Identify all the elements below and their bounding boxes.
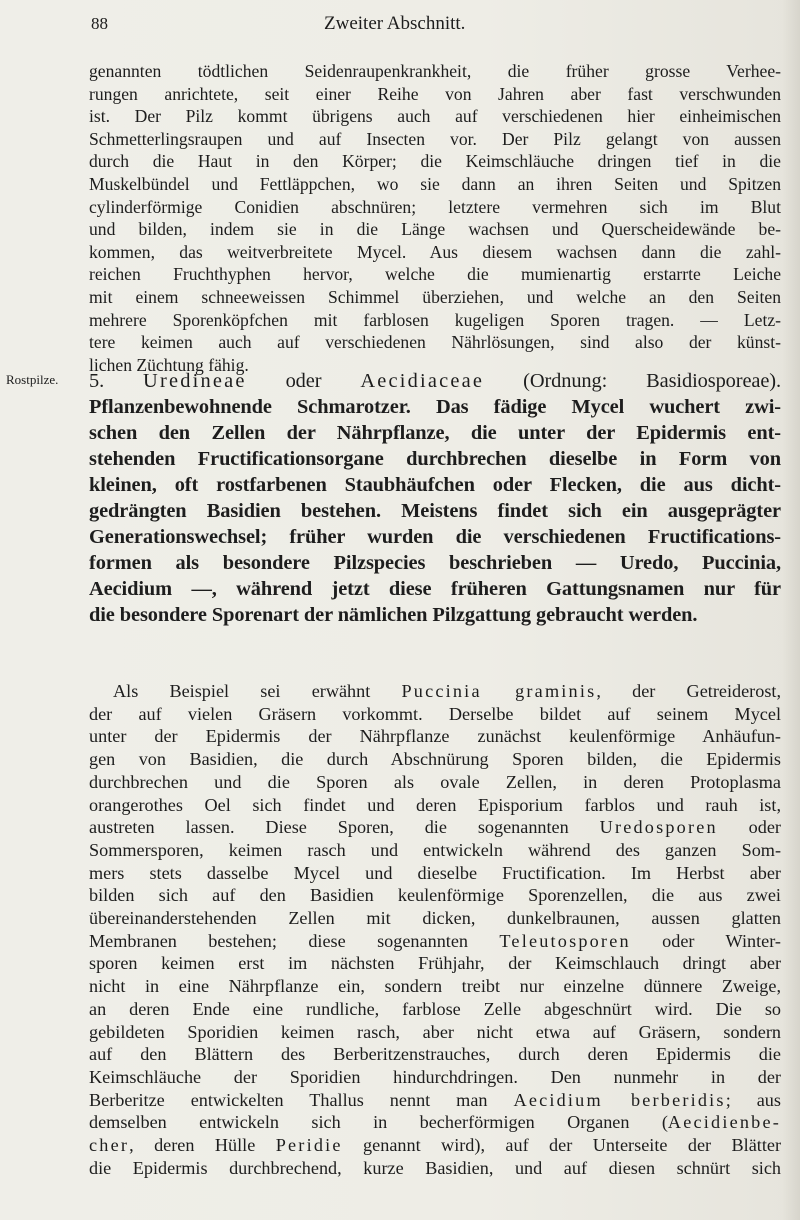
text-segment: bilden sich auf den Basidien keulenförmige Sporenzellen, die aus zwei bbox=[89, 885, 781, 906]
text-line bbox=[89, 907, 781, 930]
text-line bbox=[89, 1021, 781, 1044]
text-segment: Sommersporen, keimen rasch und entwickeln während des ganzen Som- bbox=[89, 839, 781, 860]
page-edge-shadow bbox=[782, 0, 800, 1220]
text-line: mehrere Sporenköpfchen mit farblosen kugeligen Sporen tragen. — Letz- bbox=[89, 309, 781, 330]
text-segment: Membranen bestehen; diese sogenannten bbox=[89, 930, 500, 951]
text-line bbox=[89, 1043, 781, 1066]
text-segment: mers stets dasselbe Mycel und dieselbe Fructification. Im Herbst aber bbox=[89, 862, 781, 883]
margin-note: Rostpilze. bbox=[6, 372, 59, 387]
text-line bbox=[89, 952, 781, 975]
text-segment: , der Getreiderost, bbox=[596, 681, 781, 701]
text-line: lichen Züchtung fähig. bbox=[89, 354, 249, 375]
text-segment: gebildeten Sporidien keimen rasch, aber nicht etwa auf Gräsern, sondern bbox=[89, 1021, 781, 1042]
text-line bbox=[89, 998, 781, 1021]
page-number: 88 bbox=[91, 14, 108, 33]
running-header: Zweiter Abschnitt. bbox=[324, 13, 466, 34]
text-line: cylinderförmige Conidien abschnüren; letztere vermehren sich im Blut bbox=[89, 196, 781, 217]
text-line: stehenden Fructificationsorgane durchbrechen dieselbe in Form von bbox=[89, 448, 781, 470]
text-segment: auf den Blättern des Berberitzenstrauches, durch deren Epidermis die bbox=[89, 1044, 781, 1065]
text-line bbox=[89, 1089, 781, 1112]
text-line bbox=[89, 862, 781, 885]
text-line bbox=[89, 930, 781, 953]
text-line bbox=[89, 1157, 781, 1180]
text-segment: die Epidermis durchbrechend, kurze Basidien, und auf diesen schnürt sich bbox=[89, 1157, 781, 1178]
text-line bbox=[89, 975, 781, 998]
section-name-uredineae: Uredineae bbox=[143, 370, 247, 392]
text-line bbox=[89, 771, 781, 794]
paragraph-2 bbox=[89, 368, 781, 628]
text-line: Pflanzenbewohnende Schmarotzer. Das fädige Mycel wuchert zwi- bbox=[89, 396, 781, 418]
text-line: schen den Zellen der Nährpflanze, die unter der Epidermis ent- bbox=[89, 422, 781, 444]
text-line bbox=[89, 748, 781, 771]
text-line bbox=[89, 1066, 781, 1089]
text-line: durch die Haut in den Körper; die Keimschläuche dringen tief in die bbox=[89, 151, 781, 172]
text-line: rungen anrichtete, seit einer Reihe von Jahren aber fast verschwunden bbox=[89, 83, 781, 104]
text-segment: an deren Ende eine rundliche, farblose Zelle abgeschnürt wird. Die so bbox=[89, 998, 781, 1019]
text-line: Aecidium —, während jetzt diese früheren Gattungsnamen nur für bbox=[89, 578, 781, 600]
section-number: 5. bbox=[89, 370, 105, 392]
emphasized-term: Aecidienbe- bbox=[667, 1112, 781, 1133]
text-line: und bilden, indem sie in die Länge wachsen und Querscheidewände be- bbox=[89, 219, 781, 240]
emphasized-term: Aecidium berberidis bbox=[513, 1089, 726, 1110]
text-line: Schmetterlingsraupen und auf Insecten vor. Der Pilz gelangt von aussen bbox=[89, 128, 781, 149]
text-line: reichen Fruchthyphen hervor, welche die mumienartig erstarrte Leiche bbox=[89, 264, 781, 285]
emphasized-term: Peridie bbox=[275, 1135, 343, 1156]
text-line: mit einem schneeweissen Schimmel überziehen, und welche an den Seiten bbox=[89, 286, 781, 307]
text-line bbox=[89, 1111, 781, 1134]
text-line bbox=[89, 816, 781, 839]
section-name-aecidiaceae: Aecidiaceae bbox=[360, 370, 485, 392]
text-segment: nicht in eine Nährpflanze ein, sondern treibt nur einzelne dünnere Zweige, bbox=[89, 976, 781, 997]
text-line bbox=[89, 794, 781, 817]
text-segment: orangerothes Oel sich findet und deren Episporium farblos und rauh ist, bbox=[89, 794, 781, 815]
text-segment: genannt wird), auf der Unterseite der Blätter bbox=[342, 1135, 781, 1156]
text-line bbox=[89, 725, 781, 748]
text-line: ist. Der Pilz kommt übrigens auch auf verschiedenen hier einheimischen bbox=[89, 106, 781, 127]
emphasized-term: Uredosporen bbox=[599, 817, 718, 838]
text-segment: oder Winter- bbox=[630, 930, 781, 951]
text-segment: sporen keimen erst im nächsten Frühjahr, der Keimschlauch dringt aber bbox=[89, 953, 781, 974]
text-segment: austreten lassen. Diese Sporen, die sogenannten bbox=[89, 817, 600, 838]
text-segment: , deren Hülle bbox=[129, 1135, 276, 1156]
emphasized-term: Teleutosporen bbox=[499, 930, 631, 951]
text-line bbox=[89, 1134, 781, 1157]
text-segment: übereinanderstehenden Zellen mit dicken, dunkelbraunen, aussen glatten bbox=[89, 908, 781, 929]
section-order: (Ordnung: Basidiosporeae). bbox=[523, 370, 781, 392]
text-line: kleinen, oft rostfarbenen Staubhäufchen oder Flecken, die aus dicht- bbox=[89, 474, 781, 496]
section-heading bbox=[89, 368, 781, 394]
text-line: gedrängten Basidien bestehen. Meistens findet sich ein ausgeprägter bbox=[89, 500, 781, 522]
text-segment: Keimschläuche der Sporidien hindurchdringen. Den nunmehr in der bbox=[89, 1066, 781, 1087]
paragraph-1 bbox=[89, 60, 781, 376]
text-line: kommen, das weitverbreitete Mycel. Aus diesem wachsen dann die zahl- bbox=[89, 241, 781, 262]
text-segment: oder bbox=[717, 817, 781, 838]
text-line: formen als besondere Pilzspecies beschrieben — Uredo, Puccinia, bbox=[89, 552, 781, 574]
text-line: tere keimen auch auf verschiedenen Nährlösungen, sind also der künst- bbox=[89, 332, 781, 353]
emphasized-term: Puccinia graminis bbox=[401, 681, 597, 701]
text-line bbox=[89, 884, 781, 907]
text-segment: durchbrechen und die Sporen als ovale Zellen, in deren Protoplasma bbox=[89, 771, 781, 792]
section-connector: oder bbox=[285, 370, 322, 392]
text-line bbox=[89, 680, 781, 703]
text-line: Generationswechsel; früher wurden die verschiedenen Fructifications- bbox=[89, 526, 781, 548]
text-segment: gen von Basidien, die durch Abschnürung Sporen bilden, die Epidermis bbox=[89, 749, 781, 770]
text-line: die besondere Sporenart der nämlichen Pilzgattung gebraucht werden. bbox=[89, 604, 698, 626]
paragraph-3 bbox=[89, 680, 781, 1179]
text-segment: Berberitze entwickelten Thallus nennt man bbox=[89, 1089, 514, 1110]
text-line: genannten tödtlichen Seidenraupenkrankheit, die früher grosse Verhee- bbox=[89, 61, 781, 81]
text-line bbox=[89, 839, 781, 862]
text-segment: Als Beispiel sei erwähnt bbox=[113, 681, 402, 701]
emphasized-term: cher bbox=[89, 1135, 130, 1156]
text-segment: ; aus bbox=[725, 1089, 781, 1110]
text-segment: der auf vielen Gräsern vorkommt. Derselbe bildet auf seinem Mycel bbox=[89, 703, 781, 724]
text-line: Muskelbündel und Fettläppchen, wo sie dann an ihren Seiten und Spitzen bbox=[89, 173, 781, 194]
text-segment: unter der Epidermis der Nährpflanze zunächst keulenförmige Anhäufun- bbox=[89, 726, 781, 747]
text-segment: demselben entwickeln sich in becherförmigen Organen ( bbox=[89, 1112, 668, 1133]
text-line bbox=[89, 703, 781, 726]
